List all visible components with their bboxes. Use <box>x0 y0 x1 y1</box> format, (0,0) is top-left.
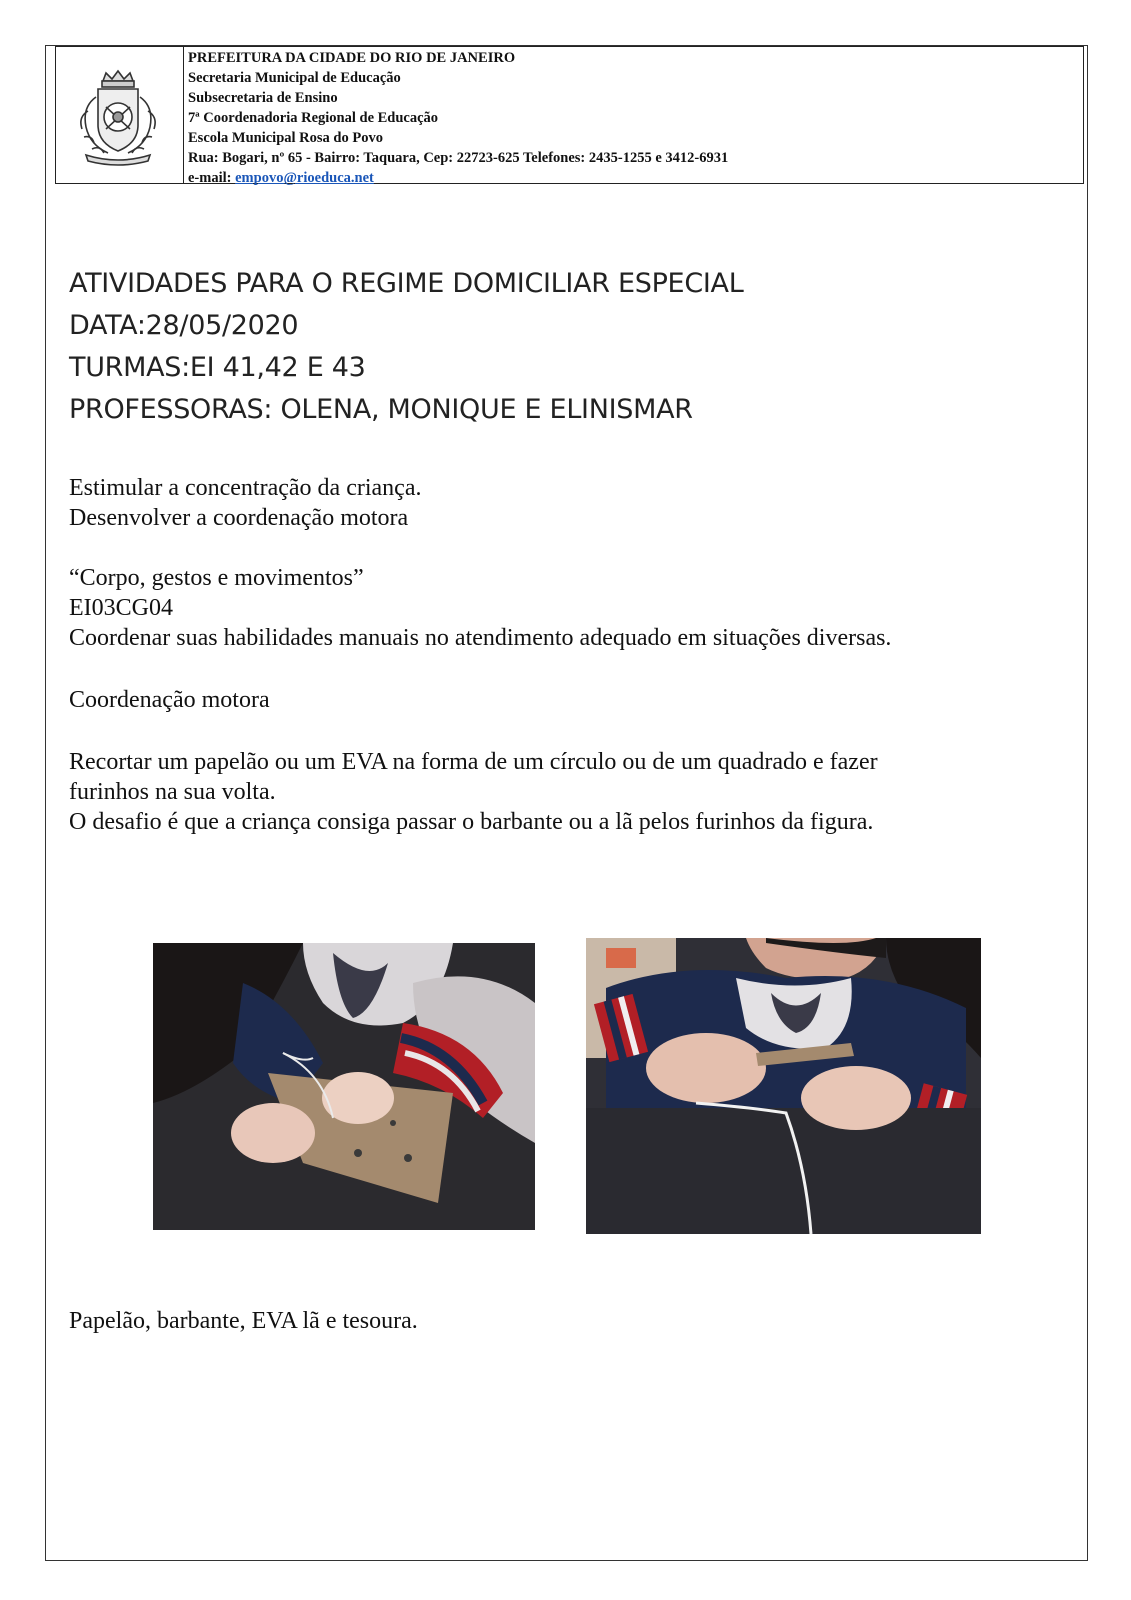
objective-item: Estimular a concentração da criança. <box>69 475 422 501</box>
activity-name: Coordenação motora <box>69 687 270 713</box>
crest-cell <box>56 47 184 183</box>
activity-photo-cardboard <box>153 943 535 1230</box>
photo-2-drawing <box>586 938 981 1234</box>
instruction-line: Recortar um papelão ou um EVA na forma de um círculo ou de um quadrado e fazer <box>69 749 878 775</box>
materials-list: Papelão, barbante, EVA lã e tesoura. <box>69 1308 418 1334</box>
school-email-line <box>188 168 728 188</box>
activity-photo-string <box>586 938 981 1234</box>
school-name: Escola Municipal Rosa do Povo <box>188 130 383 146</box>
activity-name-block <box>69 685 270 715</box>
objectives <box>69 473 421 533</box>
materials-block <box>69 1306 418 1336</box>
education-secretariat: Secretaria Municipal de Educação <box>188 70 401 86</box>
school-address: Rua: Bogari, nº 65 - Bairro: Taquara, Cep: 22723-625 Telefones: 2435-1255 e 3412-6931 <box>188 150 729 166</box>
letterhead <box>55 46 1084 184</box>
instructions <box>69 747 878 837</box>
objective-item: Desenvolver a coordenação motora <box>69 505 409 531</box>
city-coat-of-arms-icon <box>68 67 168 167</box>
teacher-list: PROFESSORAS: OLENA, MONIQUE E ELINISMAR <box>69 394 693 425</box>
letterhead-text <box>188 48 728 188</box>
field-description: Coordenar suas habilidades manuais no atendimento adequado em situações diversas. <box>69 625 892 651</box>
city-hall-name: PREFEITURA DA CIDADE DO RIO DE JANEIRO <box>188 50 516 66</box>
bncc-code: EI03CG04 <box>69 595 173 621</box>
photo-1-drawing <box>153 943 535 1230</box>
teaching-subsecretariat: Subsecretaria de Ensino <box>188 90 338 106</box>
regional-coordination: 7ª Coordenadoria Regional de Educação <box>188 110 439 126</box>
instruction-line: O desafio é que a criança consiga passar o barbante ou a lã pelos furinhos da figura. <box>69 809 874 835</box>
activity-date: DATA:28/05/2020 <box>69 310 299 341</box>
experience-field <box>69 563 891 653</box>
activity-title: ATIVIDADES PARA O REGIME DOMICILIAR ESPECIAL <box>69 268 744 299</box>
class-list: TURMAS:EI 41,42 E 43 <box>69 352 366 383</box>
email-link[interactable]: empovo@rioeduca.net <box>235 170 374 186</box>
field-name: “Corpo, gestos e movimentos” <box>69 565 364 591</box>
document-headings <box>69 263 743 431</box>
instruction-line: furinhos na sua volta. <box>69 779 276 805</box>
email-label: e-mail: <box>188 170 236 186</box>
